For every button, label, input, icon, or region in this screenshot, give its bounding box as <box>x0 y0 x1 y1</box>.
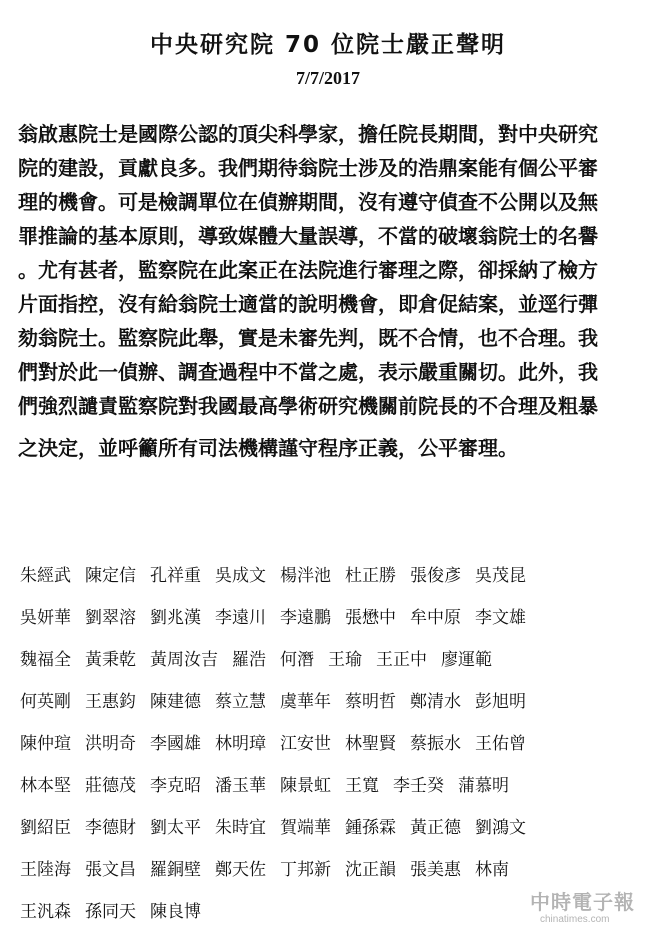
signatory-name: 劉太平 <box>150 817 201 838</box>
signatory-name: 虞華年 <box>280 691 331 712</box>
signatory-name: 陳建德 <box>150 691 201 712</box>
signatory-name: 李壬癸 <box>393 775 444 796</box>
statement-line: 。尤有甚者，監察院在此案正在法院進行審理之際，卻採納了檢方 <box>18 258 598 282</box>
signatory-name: 吳成文 <box>215 565 266 586</box>
signatory-name: 朱經武 <box>20 565 71 586</box>
signatory-name: 張文昌 <box>85 859 136 880</box>
signatory-name: 林南 <box>475 859 509 880</box>
signatory-name: 王惠鈞 <box>85 691 136 712</box>
signatory-name: 張美惠 <box>410 859 461 880</box>
signatory-name: 劉鴻文 <box>475 817 526 838</box>
signatory-name: 朱時宜 <box>215 817 266 838</box>
signatory-name: 張俊彥 <box>410 565 461 586</box>
signatory-name: 李文雄 <box>475 607 526 628</box>
signatory-name: 蔡明哲 <box>345 691 396 712</box>
signatory-name: 杜正勝 <box>345 565 396 586</box>
signatory-name: 羅浩 <box>232 649 266 670</box>
signatory-name: 王正中 <box>376 649 427 670</box>
signatory-row <box>20 846 640 888</box>
signatory-name: 蒲慕明 <box>458 775 509 796</box>
signatory-name: 李遠鵬 <box>280 607 331 628</box>
signatory-name: 吳妍華 <box>20 607 71 628</box>
statement-line: 們強烈譴責監察院對我國最高學術研究機關前院長的不合理及粗暴 <box>18 394 598 418</box>
signatory-name: 王陸海 <box>20 859 71 880</box>
signatory-row <box>20 678 640 720</box>
signatory-name: 李德財 <box>85 817 136 838</box>
signatory-name: 蔡振水 <box>410 733 461 754</box>
signatory-name: 潘玉華 <box>215 775 266 796</box>
signatory-name: 何潛 <box>280 649 314 670</box>
signatory-name: 魏福全 <box>20 649 71 670</box>
signatory-name: 吳茂昆 <box>475 565 526 586</box>
signatory-list <box>20 552 640 930</box>
signatory-row <box>20 804 640 846</box>
signatory-name: 黃周汝吉 <box>150 649 218 670</box>
statement-line: 片面指控，沒有給翁院士適當的說明機會，即倉促結案，並逕行彈 <box>18 292 598 316</box>
statement-date: 7/7/2017 <box>295 68 360 88</box>
signatory-name: 彭旭明 <box>475 691 526 712</box>
signatory-name: 劉兆漢 <box>150 607 201 628</box>
statement-line: 院的建設，貢獻良多。我們期待翁院士涉及的浩鼎案能有個公平審 <box>18 156 598 180</box>
signatory-name: 王瑜 <box>328 649 362 670</box>
signatory-row <box>20 636 640 678</box>
signatory-name: 孔祥重 <box>150 565 201 586</box>
signatory-name: 劉紹臣 <box>20 817 71 838</box>
signatory-name: 陳仲瑄 <box>20 733 71 754</box>
signatory-name: 王佑曾 <box>475 733 526 754</box>
signatory-name: 牟中原 <box>410 607 461 628</box>
watermark-url: chinatimes.com <box>540 914 610 925</box>
signatory-name: 黃正德 <box>410 817 461 838</box>
signatory-name: 林聖賢 <box>345 733 396 754</box>
signatory-name: 鄭清水 <box>410 691 461 712</box>
statement-line: 劾翁院士。監察院此舉，實是未審先判，既不合情，也不合理。我 <box>18 326 598 350</box>
statement-line: 之決定，並呼籲所有司法機構謹守程序正義，公平審理。 <box>18 436 518 460</box>
signatory-name: 蔡立慧 <box>215 691 266 712</box>
signatory-row <box>20 594 640 636</box>
signatory-name: 羅銅壁 <box>150 859 201 880</box>
signatory-name: 林本堅 <box>20 775 71 796</box>
signatory-name: 沈正韻 <box>345 859 396 880</box>
signatory-row <box>20 552 640 594</box>
signatory-name: 鄭天佐 <box>215 859 266 880</box>
signatory-name: 王寬 <box>345 775 379 796</box>
signatory-row <box>20 762 640 804</box>
signatory-name: 楊泮池 <box>280 565 331 586</box>
signatory-name: 陳景虹 <box>280 775 331 796</box>
signatory-name: 孫同天 <box>85 901 136 922</box>
statement-line: 理的機會。可是檢調單位在偵辦期間，沒有遵守偵查不公開以及無 <box>18 190 598 214</box>
signatory-name: 賀端華 <box>280 817 331 838</box>
signatory-name: 劉翠溶 <box>85 607 136 628</box>
signatory-name: 陳良博 <box>150 901 201 922</box>
signatory-name: 李遠川 <box>215 607 266 628</box>
statement-line: 們對於此一偵辦、調查過程中不當之處，表示嚴重關切。此外，我 <box>18 360 598 384</box>
signatory-name: 李國雄 <box>150 733 201 754</box>
signatory-name: 江安世 <box>280 733 331 754</box>
statement-body <box>18 117 642 465</box>
statement-line: 罪推論的基本原則，導致媒體大量誤導，不當的破壞翁院士的名譽 <box>18 224 598 248</box>
signatory-name: 張懋中 <box>345 607 396 628</box>
signatory-name: 丁邦新 <box>280 859 331 880</box>
statement-line: 翁啟惠院士是國際公認的頂尖科學家，擔任院長期間，對中央研究 <box>18 122 598 146</box>
watermark <box>530 886 648 932</box>
page-title: 中央研究院 70 位院士嚴正聲明 <box>149 32 507 58</box>
signatory-name: 鍾孫霖 <box>345 817 396 838</box>
watermark-logo: 中時電子報 <box>530 890 635 914</box>
signatory-name: 洪明奇 <box>85 733 136 754</box>
signatory-name: 王汎森 <box>20 901 71 922</box>
signatory-name: 李克昭 <box>150 775 201 796</box>
signatory-name: 黃秉乾 <box>85 649 136 670</box>
signatory-row <box>20 720 640 762</box>
signatory-name: 廖運範 <box>441 649 492 670</box>
signatory-name: 莊德茂 <box>85 775 136 796</box>
signatory-name: 何英剛 <box>20 691 71 712</box>
signatory-name: 陳定信 <box>85 565 136 586</box>
signatory-name: 林明璋 <box>215 733 266 754</box>
